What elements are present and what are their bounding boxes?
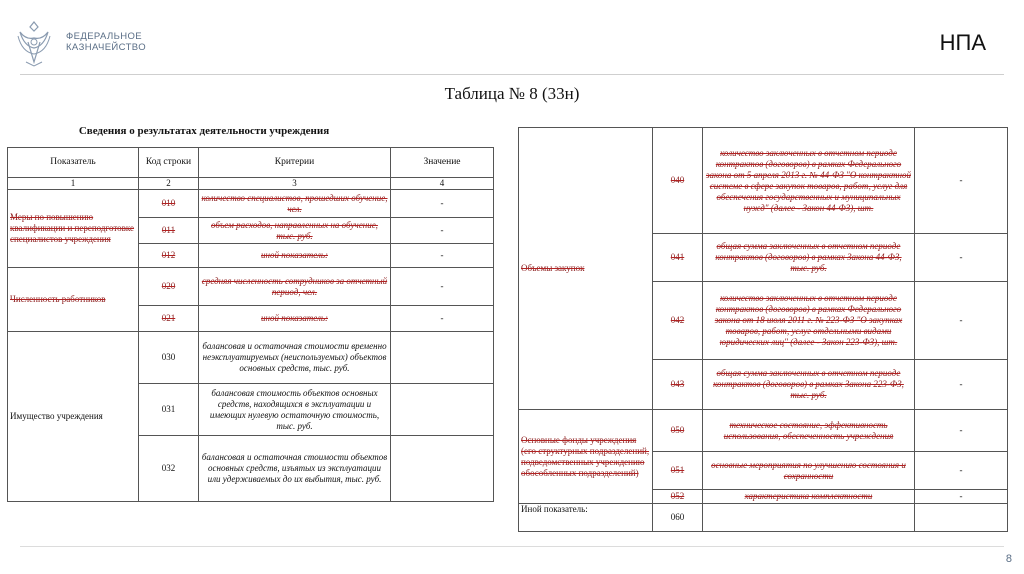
row-value	[391, 332, 494, 384]
row-value: -	[915, 452, 1008, 490]
row-value: -	[915, 360, 1008, 410]
row-code: 021	[139, 306, 199, 332]
row-code: 060	[653, 504, 703, 532]
indicator-cell: Иной показатель:	[519, 504, 653, 532]
table-caption: Сведения о результатах деятельности учреждения	[78, 125, 330, 137]
row-value: -	[915, 234, 1008, 282]
row-code: 020	[139, 268, 199, 306]
header-divider	[20, 74, 1004, 75]
col-number: 1	[8, 178, 139, 190]
col-header-criteria: Критерии	[199, 148, 391, 178]
organization-name	[66, 31, 146, 53]
org-line-1: ФЕДЕРАЛЬНОЕ	[66, 31, 143, 42]
row-criteria: балансовая и остаточная стоимости объектов основных средств, изъятых из эксплуатации или удерживаемых до их выбытия, тыс. руб.	[199, 436, 391, 502]
row-criteria: объем расходов, направленных на обучение, тыс. руб.	[199, 218, 391, 244]
row-criteria: количество заключенных в отчетном периоде контрактов (договоров) в рамках Федерального закона от 18 июля 2011 г. № 223-ФЗ "О закупках товаров, работ, услуг отдельными видами юридических лиц" (далее - Закон 223-ФЗ), шт.	[703, 282, 915, 360]
row-code: 042	[653, 282, 703, 360]
col-number: 2	[139, 178, 199, 190]
row-code: 032	[139, 436, 199, 502]
row-code: 050	[653, 410, 703, 452]
col-header-indicator: Показатель	[8, 148, 139, 178]
indicator-cell: Меры по повышению квалификации и переподготовке специалистов учреждения	[8, 190, 139, 268]
section-tag: НПА	[939, 30, 986, 55]
row-criteria: иной показатель:	[199, 306, 391, 332]
row-criteria	[703, 504, 915, 532]
row-criteria: общая сумма заключенных в отчетном периоде контрактов (договоров) в рамках Закона 44-ФЗ, тыс. руб.	[703, 234, 915, 282]
row-code: 030	[139, 332, 199, 384]
row-criteria: основные мероприятия по улучшению состояния и сохранности	[703, 452, 915, 490]
row-code: 052	[653, 490, 703, 504]
col-header-value: Значение	[391, 148, 494, 178]
col-number: 3	[199, 178, 391, 190]
row-value: -	[915, 490, 1008, 504]
row-code: 011	[139, 218, 199, 244]
indicator-cell: Объемы закупок	[519, 128, 653, 410]
row-code: 012	[139, 244, 199, 268]
row-value	[391, 436, 494, 502]
page-number: 8	[1005, 553, 1012, 565]
col-header-code: Код строки	[139, 148, 199, 178]
row-value: -	[915, 410, 1008, 452]
row-value	[391, 384, 494, 436]
row-criteria: средняя численность сотрудников за отчетный период, чел.	[199, 268, 391, 306]
row-criteria: балансовая стоимость объектов основных средств, находящихся в эксплуатации и имеющих нулевую остаточную стоимость, тыс. руб.	[199, 384, 391, 436]
page-title: Таблица № 8 (33н)	[444, 84, 580, 103]
row-code: 041	[653, 234, 703, 282]
results-table-left	[7, 147, 494, 502]
row-code: 031	[139, 384, 199, 436]
indicator-cell: Основные фонды учреждения (его структурных подразделений, подведомственных учреждению обособленных подразделений)	[519, 410, 653, 504]
indicator-cell: Численность работников	[8, 268, 139, 332]
row-criteria: общая сумма заключенных в отчетном периоде контрактов (договоров) в рамках Закона 223-ФЗ, тыс. руб.	[703, 360, 915, 410]
row-value: -	[391, 306, 494, 332]
col-number: 4	[391, 178, 494, 190]
row-criteria: балансовая и остаточная стоимости временно неэксплуатируемых (неиспользуемых) объектов основных средств, тыс. руб.	[199, 332, 391, 384]
row-criteria: количество заключенных в отчетном периоде контрактов (договоров) в рамках Федерального закона от 5 апреля 2013 г. № 44-ФЗ "О контрактной системе в сфере закупок товаров, работ, услуг для обеспечения государственных и муниципальных нужд" (далее - Закон 44-ФЗ), шт.	[703, 128, 915, 234]
treasury-emblem-icon	[14, 18, 54, 68]
row-code: 051	[653, 452, 703, 490]
row-value: -	[391, 190, 494, 218]
row-value: -	[915, 128, 1008, 234]
org-line-2: КАЗНАЧЕЙСТВО	[66, 42, 147, 53]
row-code: 040	[653, 128, 703, 234]
results-table-right	[518, 127, 1008, 532]
row-criteria: характеристика комплектности	[703, 490, 915, 504]
row-value: -	[391, 268, 494, 306]
row-value: -	[391, 244, 494, 268]
row-value: -	[391, 218, 494, 244]
row-value	[915, 504, 1008, 532]
row-code: 043	[653, 360, 703, 410]
row-criteria: иной показатель:	[199, 244, 391, 268]
row-value: -	[915, 282, 1008, 360]
row-criteria: техническое состояние, эффективность использования, обеспеченность учреждения	[703, 410, 915, 452]
footer-divider	[20, 546, 1004, 547]
row-code: 010	[139, 190, 199, 218]
row-criteria: количество специалистов, прошедших обучение, чел.	[199, 190, 391, 218]
indicator-cell: Имущество учреждения	[8, 332, 139, 502]
